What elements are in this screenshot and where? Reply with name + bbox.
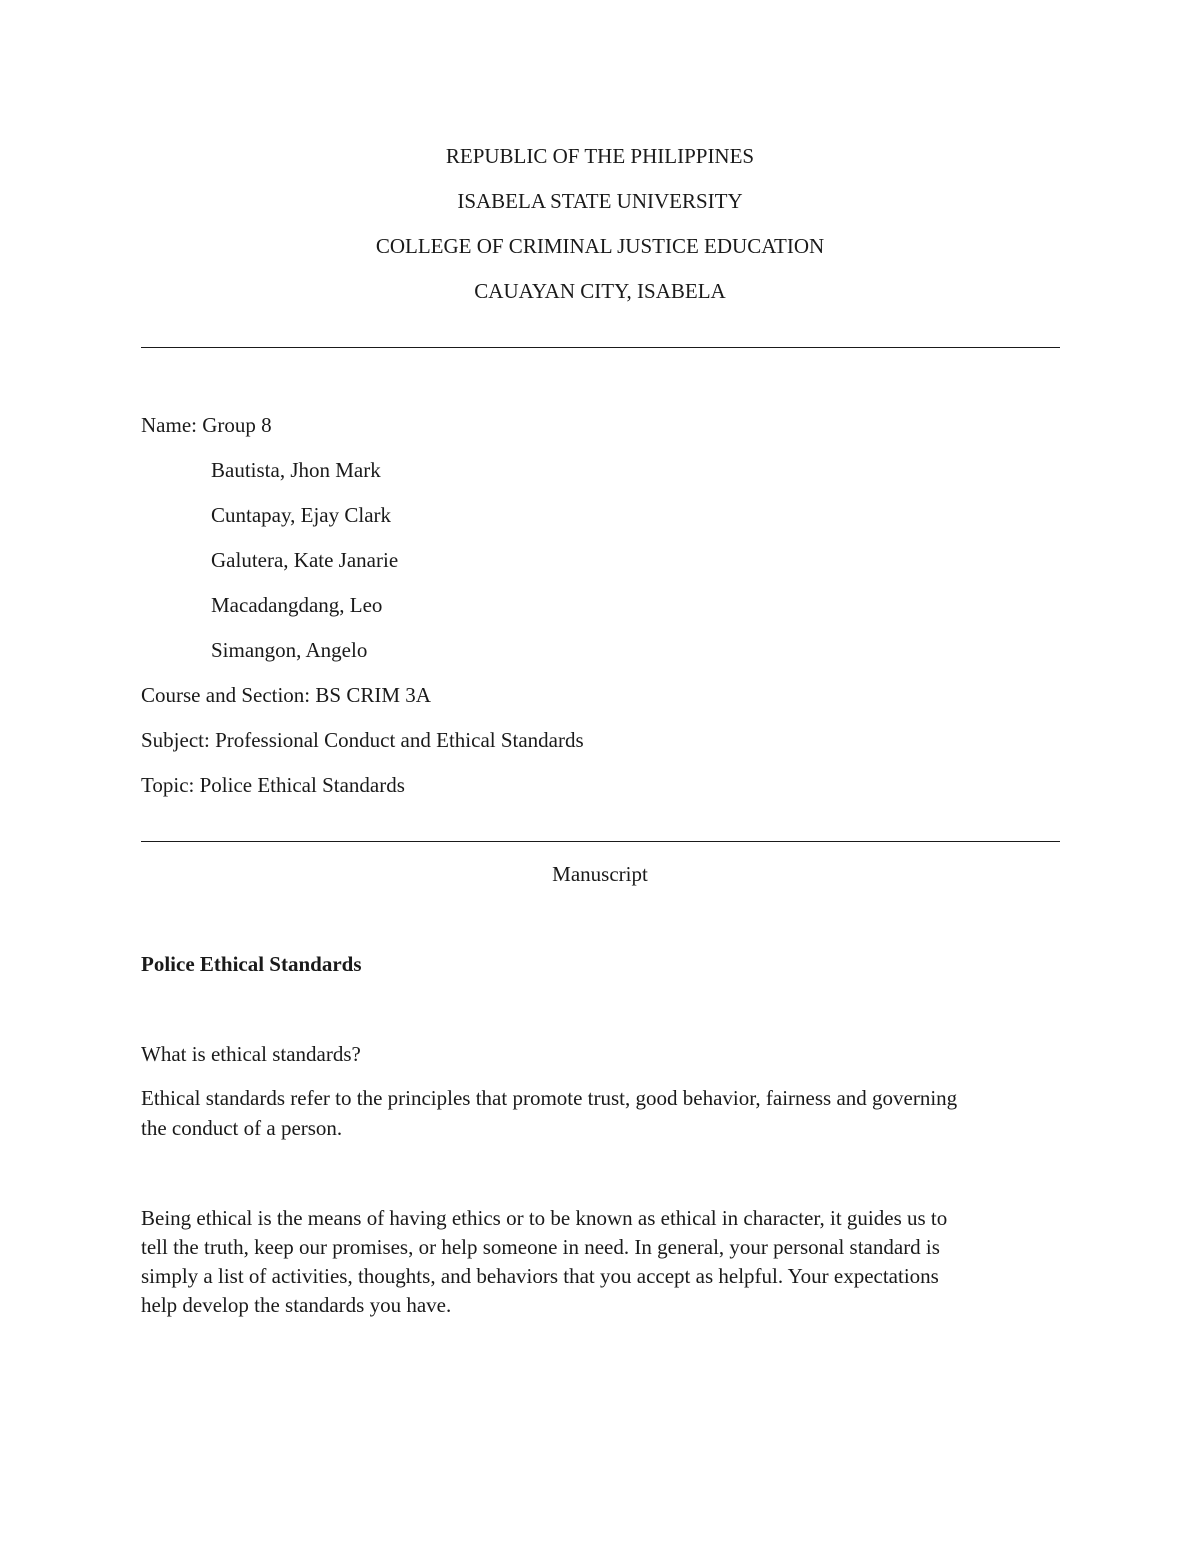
group-name: Name: Group 8: [141, 413, 272, 437]
question-text: What is ethical standards?: [141, 1042, 361, 1066]
header-country: REPUBLIC OF THE PHILIPPINES: [445, 144, 755, 168]
topic: Topic: Police Ethical Standards: [141, 773, 405, 797]
paragraph-2-line-4: help develop the standards you have.: [141, 1293, 452, 1317]
header-college: COLLEGE OF CRIMINAL JUSTICE EDUCATION: [375, 234, 825, 258]
paragraph-2-line-2: tell the truth, keep our promises, or help someone in need. In general, your personal standard is: [141, 1235, 940, 1259]
member-4: Macadangdang, Leo: [211, 593, 383, 617]
course-section: Course and Section: BS CRIM 3A: [141, 683, 431, 707]
header-location: CAUAYAN CITY, ISABELA: [474, 279, 726, 303]
manuscript-label: Manuscript: [552, 862, 648, 886]
paragraph-2-line-1: Being ethical is the means of having ethics or to be known as ethical in character, it guides us to: [141, 1206, 948, 1230]
member-2: Cuntapay, Ejay Clark: [211, 503, 392, 527]
bottom-divider: [141, 841, 1060, 842]
member-3: Galutera, Kate Janarie: [211, 548, 399, 572]
paragraph-1-line-1: Ethical standards refer to the principles that promote trust, good behavior, fairness and governing: [141, 1086, 958, 1110]
paragraph-2-line-3: simply a list of activities, thoughts, and behaviors that you accept as helpful. Your expectations: [141, 1264, 939, 1288]
paragraph-1-line-2: the conduct of a person.: [141, 1116, 343, 1140]
section-heading: Police Ethical Standards: [141, 952, 362, 976]
top-divider: [141, 347, 1060, 348]
member-1: Bautista, Jhon Mark: [211, 458, 381, 482]
header-university: ISABELA STATE UNIVERSITY: [457, 189, 743, 213]
member-5: Simangon, Angelo: [211, 638, 368, 662]
subject: Subject: Professional Conduct and Ethical Standards: [141, 728, 584, 752]
